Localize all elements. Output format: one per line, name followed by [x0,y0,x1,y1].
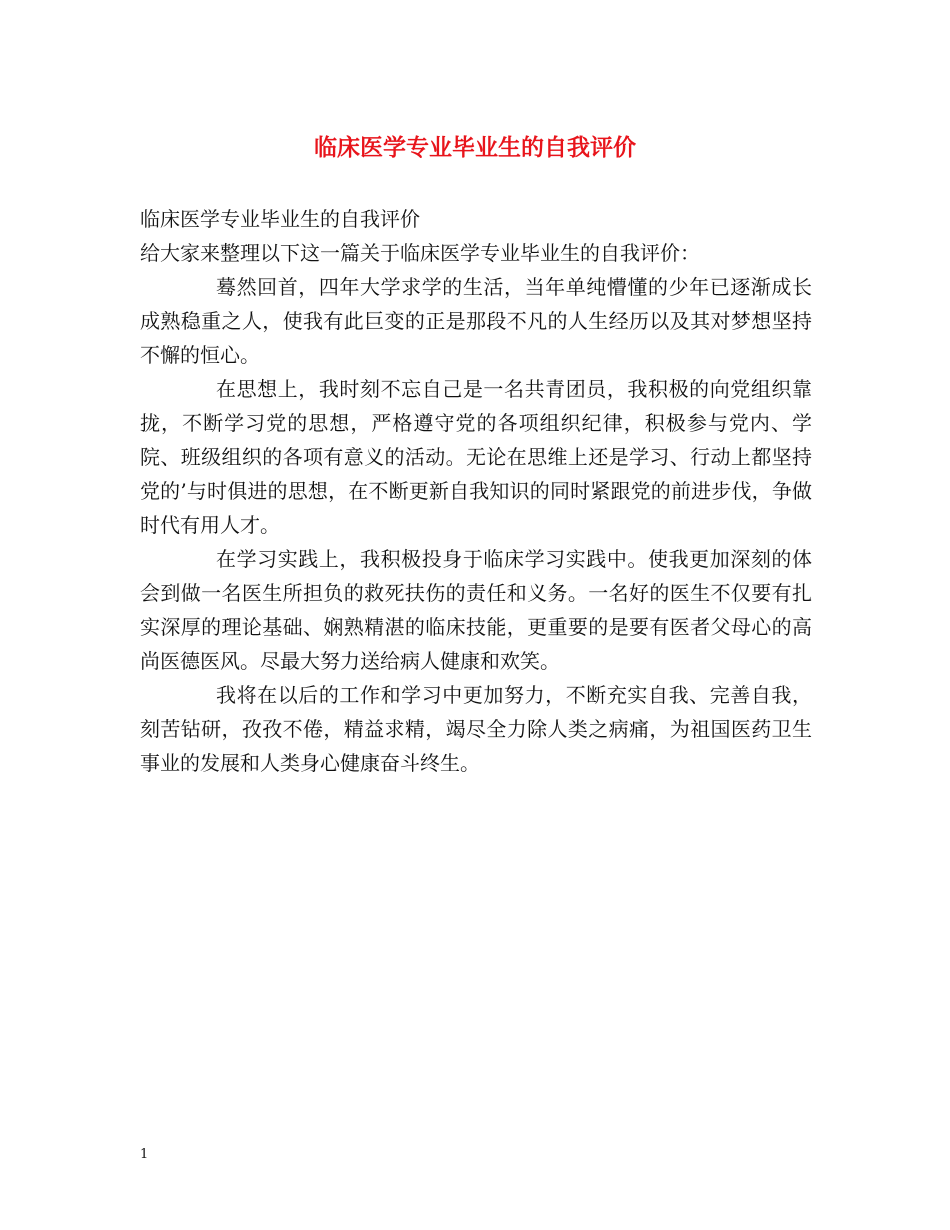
document-subtitle: 临床医学专业毕业生的自我评价 [140,207,420,231]
intro-line: 给大家来整理以下这一篇关于临床医学专业毕业生的自我评价： [140,241,700,265]
document-title: 临床医学专业毕业生的自我评价 [314,134,636,161]
paragraph-future: 我将在以后的工作和学习中更加努力，不断充实自我、完善自我，刻苦钻研，孜孜不倦，精益求精，竭尽全力除人类之病痛，为祖国医药卫生事业的发展和人类身心健康奋斗终生。 [140,683,812,775]
paragraph-practice: 在学习实践上，我积极投身于临床学习实践中。使我更加深刻的体会到做一名医生所担负的救死扶伤的责任和义务。一名好的医生不仅要有扎实深厚的理论基础、娴熟精湛的临床技能，更重要的是要有医者父母心的高尚医德医风。尽最大努力送给病人健康和欢笑。 [140,547,812,673]
paragraph-reflection: 蓦然回首，四年大学求学的生活，当年单纯懵懂的少年已逐渐成长成熟稳重之人，使我有此巨变的正是那段不凡的人生经历以及其对梦想坚持不懈的恒心。 [140,275,812,367]
document-body [140,202,812,780]
page-number: 1 [140,1147,149,1162]
paragraph-ideology: 在思想上，我时刻不忘自己是一名共青团员，我积极的向党组织靠拢，不断学习党的思想，严格遵守党的各项组织纪律，积极参与党内、学院、班级组织的各项有意义的活动。无论在思维上还是学习、行动上都坚持党的’与时俱进的思想，在不断更新自我知识的同时紧跟党的前进步伐，争做时代有用人才。 [140,377,812,537]
